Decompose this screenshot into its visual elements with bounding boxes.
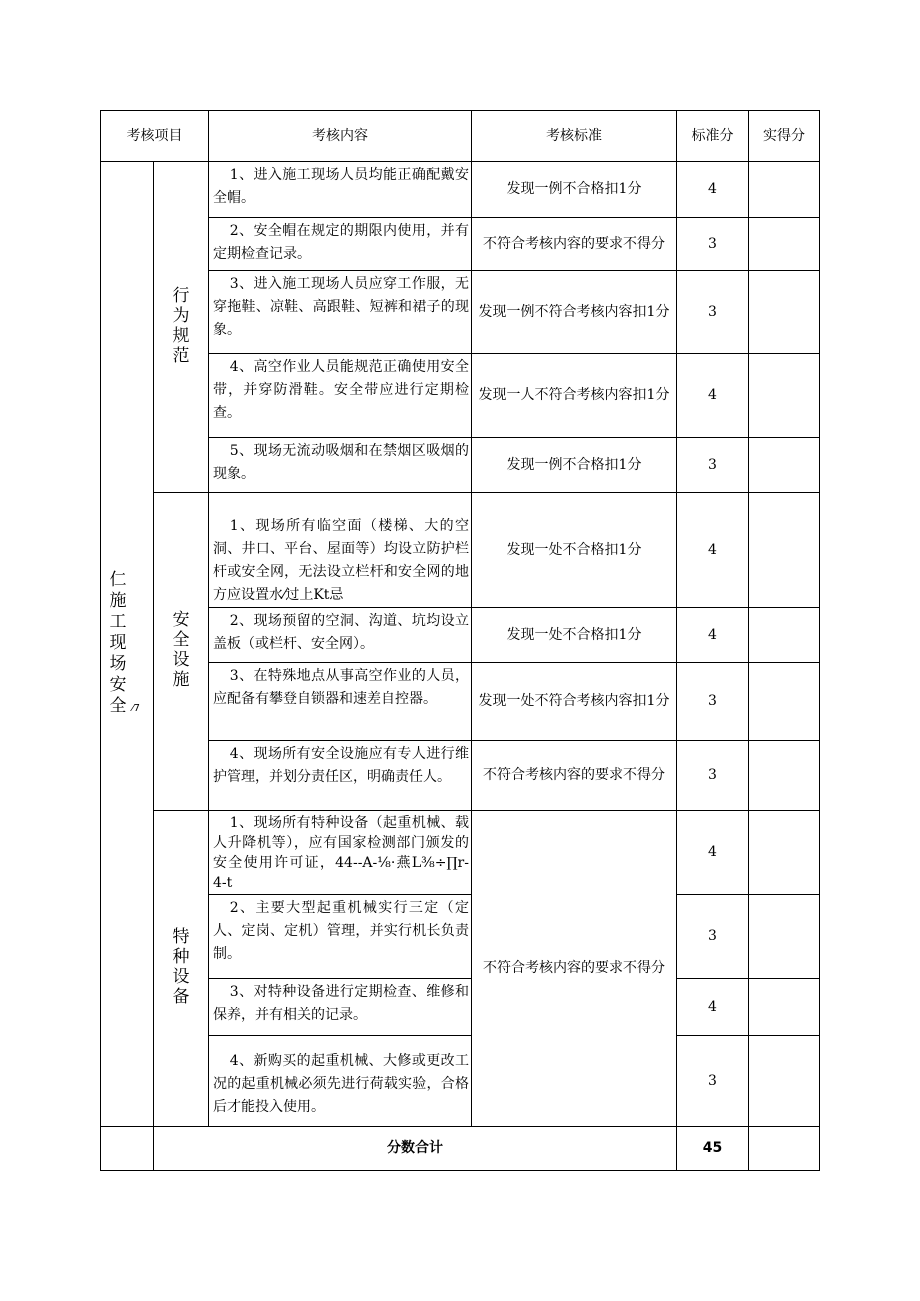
total-actual-score-input[interactable] bbox=[749, 1127, 820, 1171]
actual-score-input[interactable] bbox=[749, 354, 820, 438]
actual-score-input[interactable] bbox=[749, 162, 820, 218]
content-cell: 1、进入施工现场人员均能正确配戴安全帽。 bbox=[209, 162, 472, 218]
score-cell: 3 bbox=[677, 741, 749, 811]
table-row bbox=[101, 438, 820, 493]
content-cell: 2、现场预留的空洞、沟道、坑均设立盖板（或栏杆、安全网）。 bbox=[209, 608, 472, 663]
table-row bbox=[101, 895, 820, 979]
actual-score-input[interactable] bbox=[749, 271, 820, 354]
total-label: 分数合计 bbox=[154, 1127, 677, 1171]
standard-cell: 发现一人不符合考核内容扣1分 bbox=[472, 354, 677, 438]
score-cell: 4 bbox=[677, 811, 749, 895]
content-cell: 1、现场所有特种设备（起重机械、载人升降机等），应有国家检测部门颁发的安全使用许可证，44--A-⅛·燕L⅜÷∏r-4-t bbox=[209, 811, 472, 895]
score-cell: 3 bbox=[677, 218, 749, 271]
table-row bbox=[101, 1036, 820, 1127]
standard-cell: 发现一例不符合考核内容扣1分 bbox=[472, 271, 677, 354]
content-cell: 5、现场无流动吸烟和在禁烟区吸烟的现象。 bbox=[209, 438, 472, 493]
section-label bbox=[101, 162, 154, 1127]
table-row bbox=[101, 354, 820, 438]
score-cell: 4 bbox=[677, 608, 749, 663]
standard-cell-shared: 不符合考核内容的要求不得分 bbox=[472, 811, 677, 1127]
standard-cell: 发现一处不符合考核内容扣1分 bbox=[472, 663, 677, 741]
section-label-suffix: ⁄7 bbox=[131, 702, 141, 714]
content-cell: 3、对特种设备进行定期检查、维修和保养，并有相关的记录。 bbox=[209, 979, 472, 1036]
section-label-text: 仁施工现场安全 bbox=[109, 569, 127, 716]
score-cell: 4 bbox=[677, 493, 749, 608]
content-cell: 2、主要大型起重机械实行三定（定人、定岗、定机）管理，并实行机长负责制。 bbox=[209, 895, 472, 979]
actual-score-input[interactable] bbox=[749, 1036, 820, 1127]
standard-cell: 发现一例不合格扣1分 bbox=[472, 438, 677, 493]
score-cell: 4 bbox=[677, 354, 749, 438]
content-cell: 3、在特殊地点从事高空作业的人员，应配备有攀登自锁器和速差自控器。 bbox=[209, 663, 472, 741]
table-row bbox=[101, 162, 820, 218]
content-cell: 4、高空作业人员能规范正确使用安全带，并穿防滑鞋。安全带应进行定期检查。 bbox=[209, 354, 472, 438]
header-row bbox=[101, 111, 820, 162]
assessment-table bbox=[100, 110, 820, 1171]
table-row bbox=[101, 608, 820, 663]
actual-score-input[interactable] bbox=[749, 741, 820, 811]
total-row bbox=[101, 1127, 820, 1171]
actual-score-input[interactable] bbox=[749, 663, 820, 741]
header-std-score: 标准分 bbox=[677, 111, 749, 162]
content-cell: 2、安全帽在规定的期限内使用，并有定期检查记录。 bbox=[209, 218, 472, 271]
actual-score-input[interactable] bbox=[749, 493, 820, 608]
table-row bbox=[101, 979, 820, 1036]
header-content: 考核内容 bbox=[209, 111, 472, 162]
table-row bbox=[101, 271, 820, 354]
group-label-special-equipment bbox=[154, 811, 209, 1127]
actual-score-input[interactable] bbox=[749, 895, 820, 979]
actual-score-input[interactable] bbox=[749, 811, 820, 895]
content-cell: 3、进入施工现场人员应穿工作服，无穿拖鞋、凉鞋、高跟鞋、短裤和裙子的现象。 bbox=[209, 271, 472, 354]
score-cell: 3 bbox=[677, 895, 749, 979]
content-cell: 4、现场所有安全设施应有专人进行维护管理，并划分责任区，明确责任人。 bbox=[209, 741, 472, 811]
standard-cell: 不符合考核内容的要求不得分 bbox=[472, 741, 677, 811]
group-label-text: 行为规范 bbox=[172, 285, 190, 366]
standard-cell: 发现一处不合格扣1分 bbox=[472, 493, 677, 608]
table-row bbox=[101, 663, 820, 741]
content-cell: 1、现场所有临空面（楼梯、大的空洞、井口、平台、屋面等）均设立防护栏杆或安全网，无法设立栏杆和安全网的地方应设置水⁄过上Kt忌 bbox=[209, 493, 472, 608]
header-item: 考核项目 bbox=[101, 111, 209, 162]
table-row bbox=[101, 218, 820, 271]
actual-score-input[interactable] bbox=[749, 979, 820, 1036]
score-cell: 3 bbox=[677, 271, 749, 354]
group-label-facilities bbox=[154, 493, 209, 811]
table-row bbox=[101, 811, 820, 895]
actual-score-input[interactable] bbox=[749, 218, 820, 271]
standard-cell: 发现一处不合格扣1分 bbox=[472, 608, 677, 663]
header-standard: 考核标准 bbox=[472, 111, 677, 162]
standard-cell: 不符合考核内容的要求不得分 bbox=[472, 218, 677, 271]
total-empty-cell bbox=[101, 1127, 154, 1171]
standard-cell: 发现一例不合格扣1分 bbox=[472, 162, 677, 218]
score-cell: 3 bbox=[677, 1036, 749, 1127]
group-label-behavior bbox=[154, 162, 209, 493]
total-score: 45 bbox=[677, 1127, 749, 1171]
header-actual-score: 实得分 bbox=[749, 111, 820, 162]
actual-score-input[interactable] bbox=[749, 438, 820, 493]
score-cell: 4 bbox=[677, 162, 749, 218]
actual-score-input[interactable] bbox=[749, 608, 820, 663]
score-cell: 3 bbox=[677, 438, 749, 493]
table-row bbox=[101, 493, 820, 608]
group-label-text: 特种设备 bbox=[172, 927, 190, 1007]
score-cell: 4 bbox=[677, 979, 749, 1036]
score-cell: 3 bbox=[677, 663, 749, 741]
content-cell: 4、新购买的起重机械、大修或更改工况的起重机械必须先进行荷载实验，合格后才能投入使用。 bbox=[209, 1036, 472, 1127]
group-label-text: 安全设施 bbox=[172, 610, 190, 690]
table-row bbox=[101, 741, 820, 811]
